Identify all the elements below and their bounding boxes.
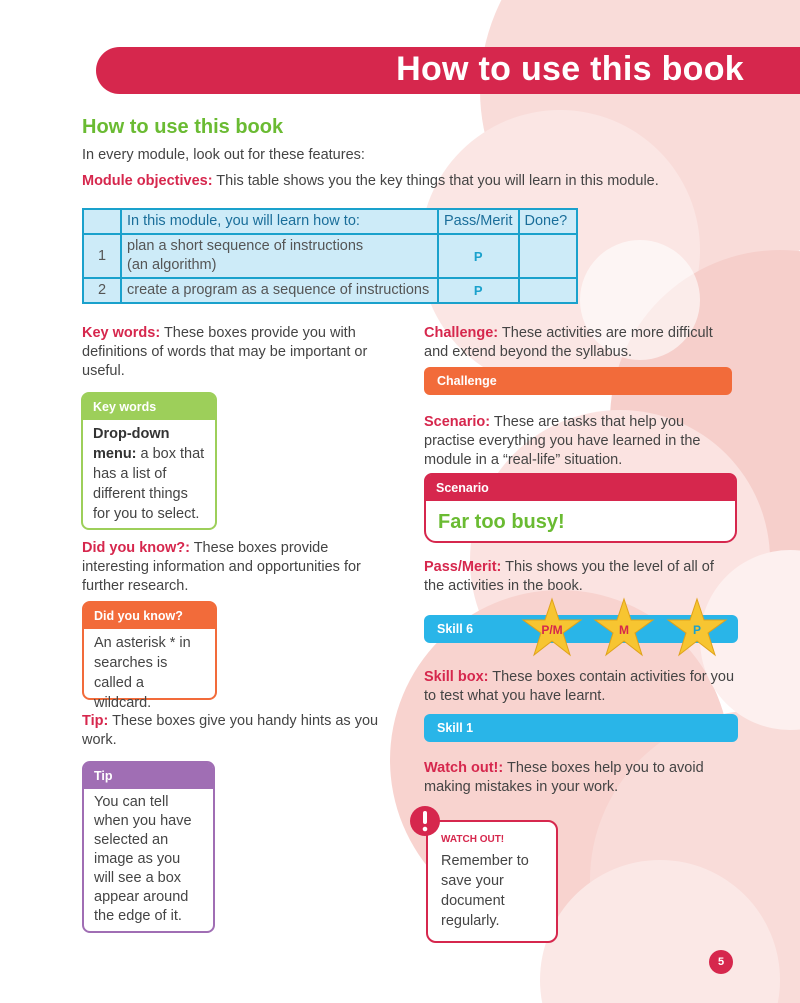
objectives-text xyxy=(82,172,782,191)
objectives-table xyxy=(82,208,578,304)
star-label: M xyxy=(619,623,629,637)
keywords-box-body: Drop-down menu: a box that has a list of different things for you to select. xyxy=(93,426,205,522)
table-header: Pass/Merit xyxy=(438,209,519,234)
page-number: 5 xyxy=(709,950,733,974)
watchout-box-body: Remember to save your document regularly. xyxy=(441,853,529,929)
star-icon xyxy=(595,599,653,655)
row-pass-merit: P xyxy=(438,234,519,278)
row-done xyxy=(519,234,577,278)
skill1-bar: Skill 1 xyxy=(424,714,738,742)
row-objective: plan a short sequence of instructions (an algorithm) xyxy=(121,234,438,278)
watchout-text: Watch out!: These boxes help you to avoid making mistakes in your work. xyxy=(424,760,704,795)
scenario-box xyxy=(424,473,737,543)
watchout-box xyxy=(426,820,558,943)
keywords-box-title: Key words xyxy=(83,394,215,420)
watchout-box-title: WATCH OUT! xyxy=(441,834,505,845)
section-heading: How to use this book xyxy=(82,116,284,138)
star-label: P xyxy=(692,623,702,637)
banner-title: How to use this book xyxy=(396,50,744,88)
scenario-text: Scenario: These are tasks that help you practise everything you have learned in the module in a “real-life” situation. xyxy=(424,414,701,468)
skillbox-text: Skill box: These boxes contain activities for you to test what you have learnt. xyxy=(424,669,735,704)
row-number: 2 xyxy=(83,278,121,303)
didyouknow-box xyxy=(82,601,217,711)
title-banner xyxy=(96,47,800,94)
table-row xyxy=(83,278,577,303)
table-header-row xyxy=(83,209,577,234)
table-header: Done? xyxy=(519,209,577,234)
star-icon xyxy=(668,599,726,655)
watchout-label: Watch out!: xyxy=(424,760,504,776)
objectives-label: Module objectives: xyxy=(82,173,213,189)
intro-text: In every module, look out for these features: xyxy=(82,147,365,163)
skill6-title: Skill 6 xyxy=(437,622,474,636)
tip-label: Tip: xyxy=(82,713,109,729)
keywords-label: Key words: xyxy=(82,325,161,341)
challenge-label: Challenge: xyxy=(424,325,499,341)
didyouknow-box-body: An asterisk * in searches is called a wildcard. xyxy=(94,635,191,711)
didyouknow-box-title: Did you know? xyxy=(84,603,215,629)
didyouknow-text: Did you know?: These boxes provide interesting information and opportunities for further research. xyxy=(82,540,361,594)
row-objective: create a program as a sequence of instructions xyxy=(121,278,438,303)
table-header xyxy=(83,209,121,234)
scenario-label: Scenario: xyxy=(424,414,491,430)
table-header: In this module, you will learn how to: xyxy=(121,209,438,234)
keywords-box xyxy=(81,392,217,530)
tip-text: Tip: These boxes give you handy hints as you work. xyxy=(82,713,379,748)
passmerit-label: Pass/Merit: xyxy=(424,559,502,575)
tip-box-body: You can tell when you have selected an image as you will see a box appear around the edge of it. xyxy=(94,794,192,924)
table-row xyxy=(83,234,577,278)
pass-merit-stars xyxy=(520,597,740,661)
row-done xyxy=(519,278,577,303)
challenge-text: Challenge: These activities are more difficult and extend beyond the syllabus. xyxy=(424,325,713,360)
scenario-body-title: Far too busy! xyxy=(438,511,565,533)
scenario-box-title: Scenario xyxy=(426,475,735,501)
tip-box-title: Tip xyxy=(84,763,213,789)
row-pass-merit: P xyxy=(438,278,519,303)
passmerit-text: Pass/Merit: This shows you the level of all of the activities in the book. xyxy=(424,559,714,594)
challenge-bar: Challenge xyxy=(424,367,732,395)
didyouknow-label: Did you know?: xyxy=(82,540,190,556)
exclamation-icon xyxy=(409,805,441,837)
star-label: P/M xyxy=(541,623,563,637)
star-icon xyxy=(523,599,581,655)
tip-box xyxy=(82,761,215,933)
row-number: 1 xyxy=(83,234,121,278)
keywords-text: Key words: These boxes provide you with definitions of words that may be important or useful. xyxy=(82,325,368,379)
skillbox-label: Skill box: xyxy=(424,669,489,685)
objectives-desc: This table shows you the key things that you will learn in this module. xyxy=(212,173,659,189)
